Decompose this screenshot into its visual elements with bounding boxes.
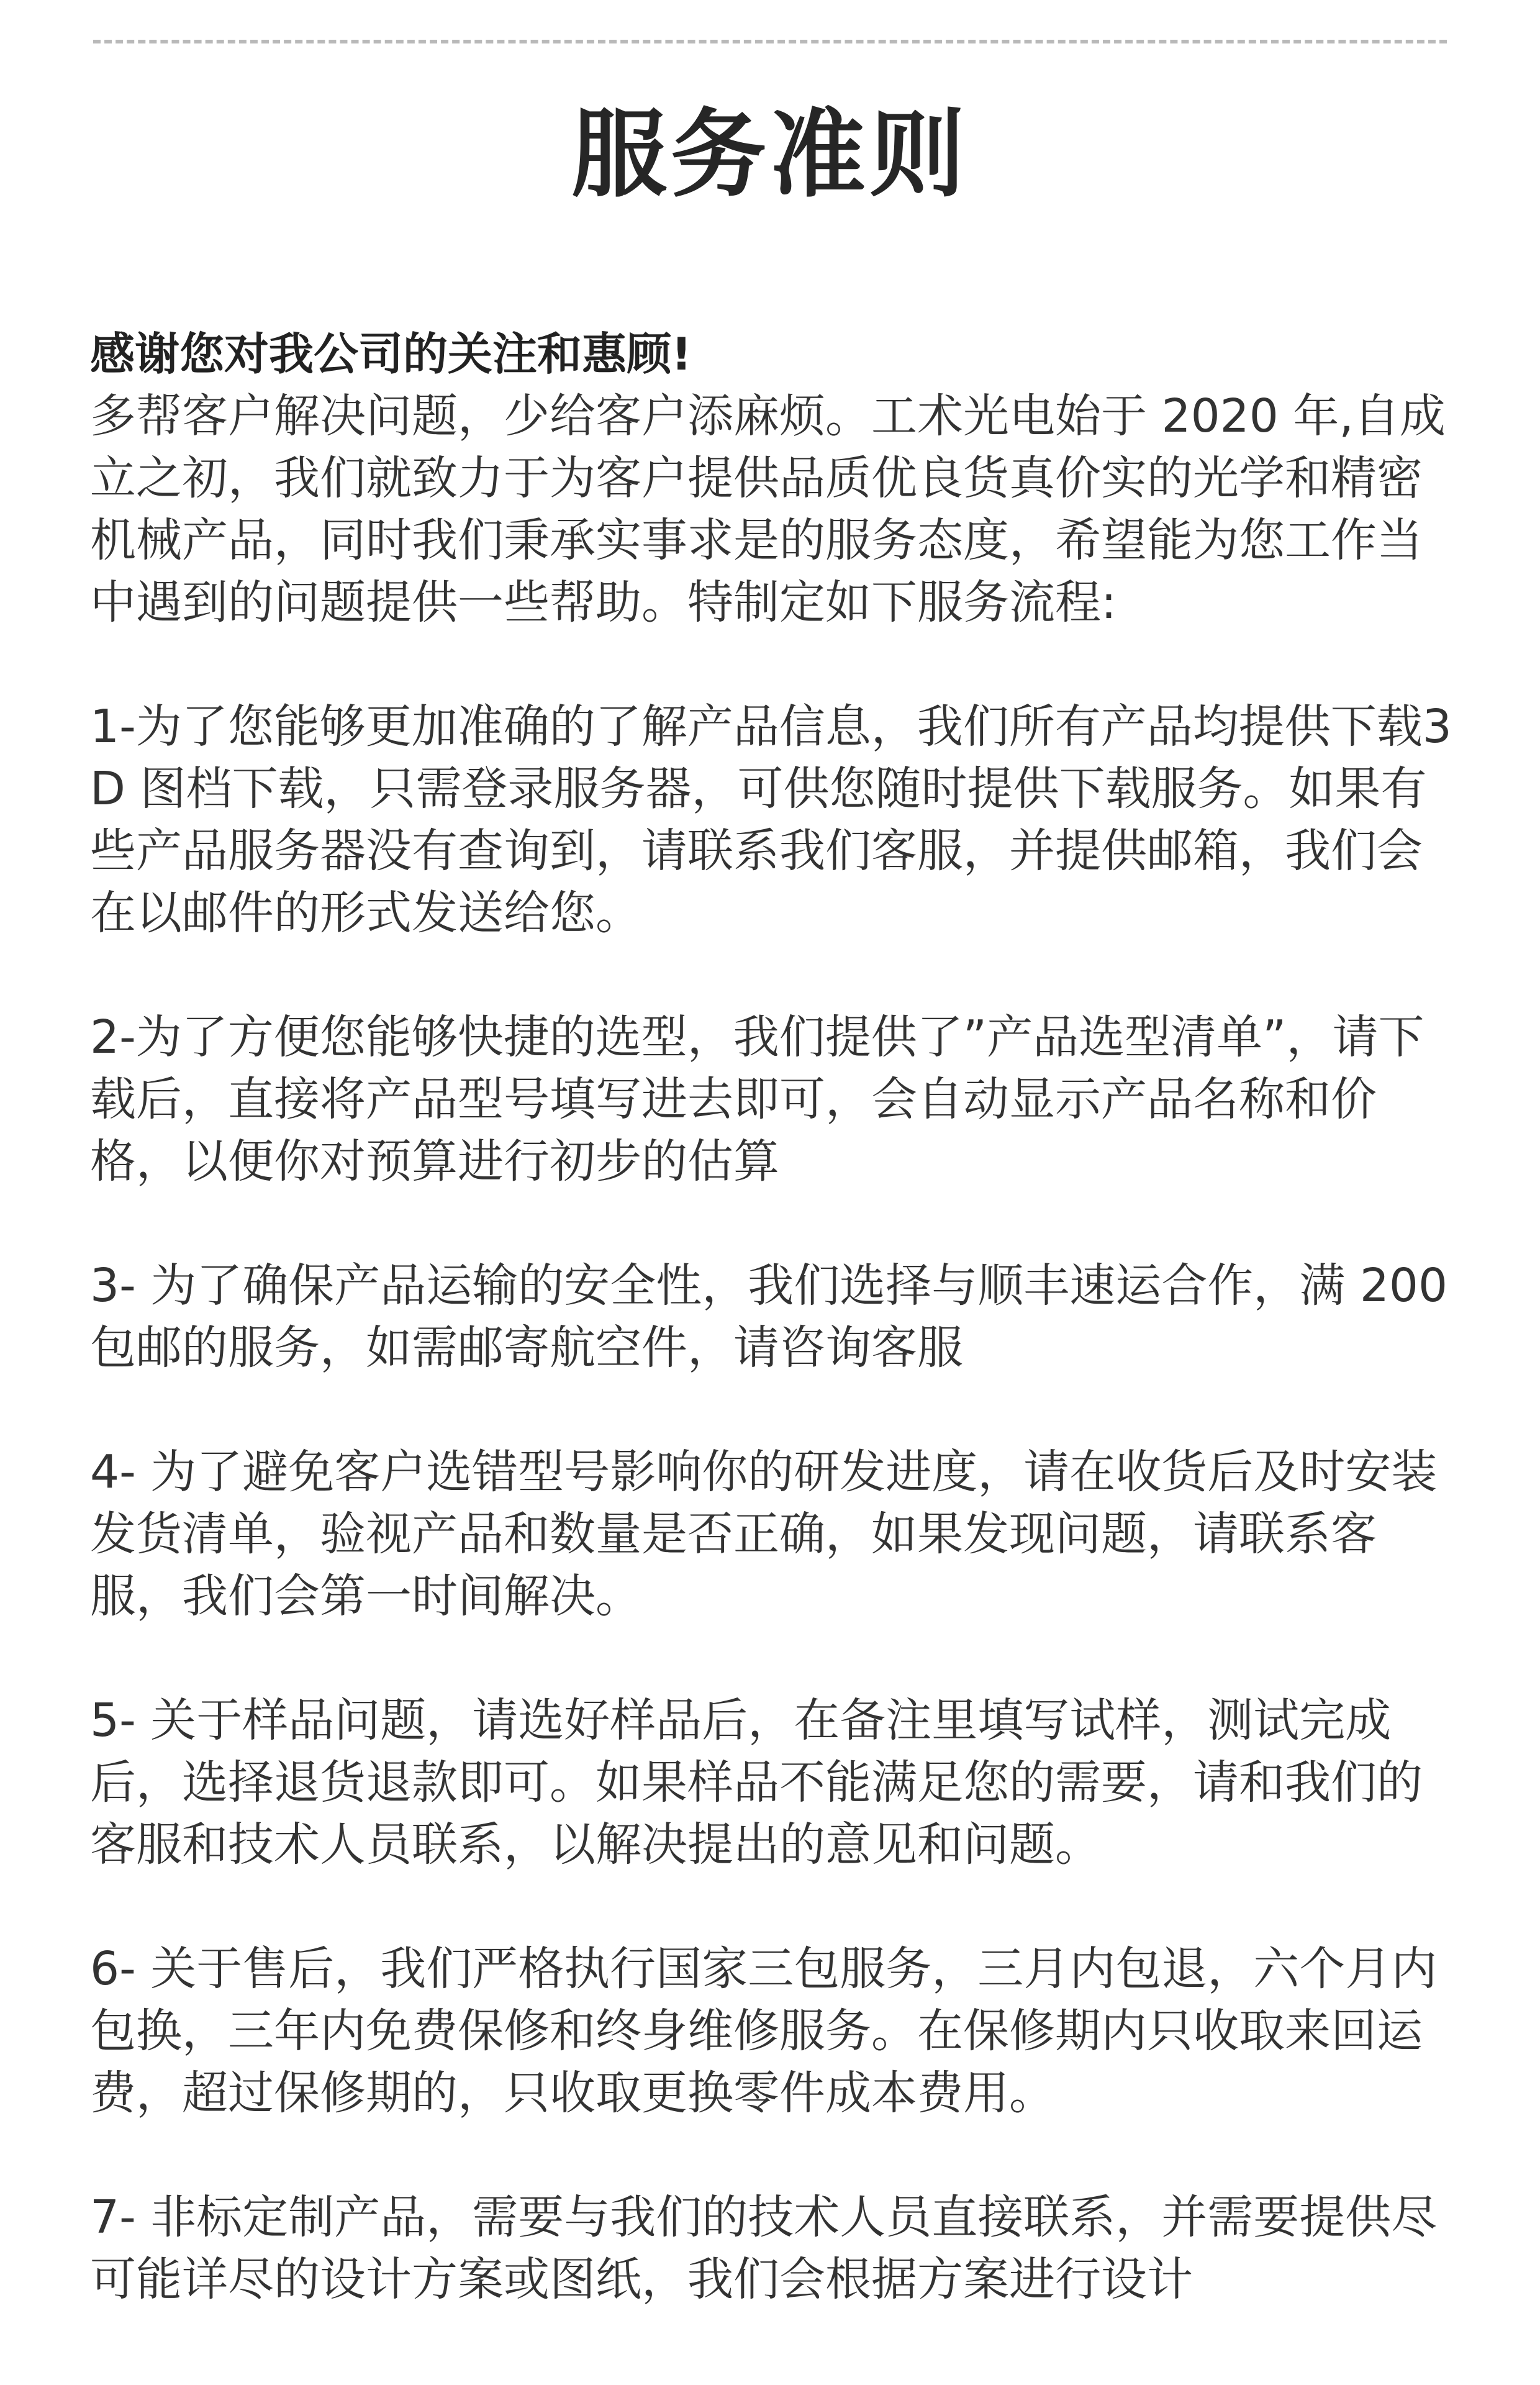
intro-paragraph: 多帮客户解决问题，少给客户添麻烦。工术光电始于 2020 年,自成立之初，我们就致力于为客户提供品质优良货真价实的光学和精密机械产品，同时我们秉承实事求是的服务态度，希望能为您工作当中遇到的问题提供一些帮助。特制定如下服务流程: [90, 389, 1446, 629]
policy-item-2: 2-为了方便您能够快捷的选型，我们提供了”产品选型清单”，请下载后，直接将产品型号填写进去即可，会自动显示产品名称和价格，以便你对预算进行初步的估算 [90, 1011, 1424, 1188]
page-title: 服务准则 [571, 99, 969, 211]
policy-content [90, 323, 1456, 2310]
policy-item-7: 7- 非标定制产品，需要与我们的技术人员直接联系，并需要提供尽可能详尽的设计方案或图纸，我们会根据方案进行设计 [90, 2191, 1438, 2306]
top-dashed-divider [93, 40, 1447, 43]
policy-item-5: 5- 关于样品问题，请选好样品后，在备注里填写试样，测试完成后，选择退货退款即可。如果样品不能满足您的需要，请和我们的客服和技术人员联系，以解决提出的意见和问题。 [90, 1694, 1423, 1871]
policy-item-6: 6- 关于售后，我们严格执行国家三包服务，三月内包退，六个月内包换，三年内免费保修和终身维修服务。在保修期内只收取来回运费，超过保修期的，只收取更换零件成本费用。 [90, 1942, 1438, 2120]
policy-item-4: 4- 为了避免客户选错型号影响你的研发进度，请在收货后及时安装发货清单，验视产品和数量是否正确，如果发现问题，请联系客服，我们会第一时间解决。 [90, 1445, 1438, 1623]
intro-heading: 感谢您对我公司的关注和惠顾! [90, 328, 692, 380]
policy-item-3: 3- 为了确保产品运输的安全性，我们选择与顺丰速运合作，满 200 包邮的服务，如需邮寄航空件，请咨询客服 [90, 1259, 1448, 1374]
policy-item-1: 1-为了您能够更加准确的了解产品信息，我们所有产品均提供下载3D 图档下载，只需登录服务器，可供您随时提供下载服务。如果有些产品服务器没有查询到，请联系我们客服，并提供邮箱，我们会在以邮件的形式发送给您。 [90, 700, 1452, 940]
